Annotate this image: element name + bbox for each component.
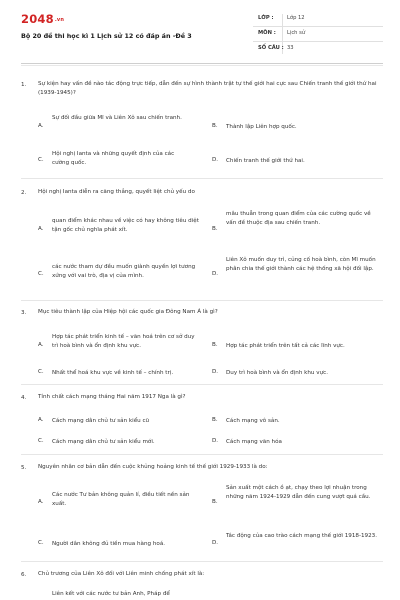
option-text[interactable]: quan điểm khác nhau về việc có hay không tiêu diệt tận gốc chủ nghĩa phát xít. [52,218,199,233]
question-divider [21,178,383,179]
option-text[interactable]: Chiến tranh thế giới thứ hai. [226,158,305,164]
option-letter[interactable]: A. [38,342,44,348]
option-text[interactable]: Sản xuất một cách ồ ạt, chạy theo lợi nhuận trong những năm 1924-1929 dẫn đến cung vượt quá cầu. [226,485,371,500]
question-number: 4. [21,395,27,401]
option-letter[interactable]: C. [38,157,44,163]
option-letter[interactable]: B. [212,123,218,129]
option-letter[interactable]: B. [212,417,218,423]
option-letter[interactable]: C. [38,369,44,375]
option-text[interactable]: Cách mạng dân chủ tư sản kiểu cũ [52,418,150,424]
site-logo[interactable]: 2048.vn [21,12,65,26]
question-number: 2. [21,190,27,196]
option-letter[interactable]: C. [38,271,44,277]
question-number: 5. [21,465,27,471]
option-text[interactable]: Liên kết với các nước tư bản Anh, Pháp để [52,591,170,597]
meta-divider [253,41,383,42]
option-text[interactable]: các nước tham dự đều muốn giành quyền lợi tương xứng với vai trò, địa vị của mình. [52,264,196,279]
option-text[interactable]: Duy trì hoà bình và ổn định khu vực. [226,370,328,376]
option-letter[interactable]: D. [212,369,219,375]
header-divider [21,65,383,66]
meta-value-class: Lớp 12 [287,15,305,21]
option-text[interactable]: Liên Xô muốn duy trì, củng cố hoà bình, còn Mĩ muốn phân chia thế giới thành các hệ thống xã hội đối lập. [226,257,376,272]
meta-label-count: SỐ CÂU : [258,45,284,51]
question-text: Nguyên nhân cơ bản dẫn đến cuộc khủng hoảng kinh tế thế giới 1929-1933 là do: [38,464,268,470]
option-text[interactable]: Cách mạng dân chủ tư sản kiểu mới. [52,439,155,445]
option-letter[interactable]: B. [212,226,218,232]
option-letter[interactable]: A. [38,226,44,232]
meta-value-subject: Lịch sử [287,30,306,36]
option-letter[interactable]: C. [38,438,44,444]
question-text: Hội nghị Ianta diễn ra căng thẳng, quyết liệt chủ yếu do [38,189,195,195]
option-text[interactable]: mâu thuẫn trong quan điểm của các cường quốc về vấn đề thuộc địa sau chiến tranh. [226,211,371,226]
option-letter[interactable]: D. [212,438,219,444]
option-text[interactable]: Hợp tác phát triển trên tất cả các lĩnh vực. [226,343,345,349]
option-letter[interactable]: A. [38,123,44,129]
option-letter[interactable]: A. [38,499,44,505]
question-divider [21,300,383,301]
meta-label-class: LỚP : [258,15,274,21]
option-text[interactable]: Cách mạng văn hóa [226,439,282,445]
option-text[interactable]: Hợp tác phát triển kinh tế – văn hoá trên cơ sở duy trì hoà bình và ổn định khu vực. [52,334,195,349]
option-letter[interactable]: D. [212,540,219,546]
document-title: Bộ 20 đề thi học kì 1 Lịch sử 12 có đáp án -Đề 3 [21,32,192,40]
meta-value-count: 33 [287,45,294,51]
question-number: 6. [21,572,27,578]
question-text: Tính chất cách mạng tháng Hai năm 1917 Nga là gì? [38,394,186,400]
question-text: Chủ trương của Liên Xô đối với Liên minh chống phát xít là: [38,571,205,577]
option-letter[interactable]: B. [212,342,218,348]
option-letter[interactable]: C. [38,540,44,546]
question-divider [21,561,383,562]
meta-label-subject: MÔN : [258,30,276,36]
meta-divider [253,26,383,27]
option-text[interactable]: Hội nghị Ianta và những quyết định của các cường quốc. [52,151,175,166]
question-divider [21,454,383,455]
option-letter[interactable]: B. [212,499,218,505]
question-text: Mục tiêu thành lập của Hiệp hội các quốc gia Đông Nam Á là gì? [38,309,218,315]
question-number: 3. [21,310,27,316]
option-text[interactable]: Người dân không đủ tiền mua hàng hoá. [52,541,166,547]
option-text[interactable]: Nhất thể hoá khu vực về kinh tế – chính trị. [52,370,174,376]
option-letter[interactable]: D. [212,271,219,277]
question-text: Sự kiện hay vấn đề nào tác động trực tiếp, dẫn đến sự hình thành trật tự thế giới hai cực sau Chiến tranh thế giới thứ hai (1939-1945)? [38,81,377,96]
header-divider [21,63,383,64]
question-divider [21,384,383,385]
option-letter[interactable]: A. [38,417,44,423]
option-text[interactable]: Cách mạng vô sản. [226,418,280,424]
document-header [0,0,400,64]
option-text[interactable]: Thành lập Liên hợp quốc. [226,124,297,130]
option-text[interactable]: Tác động của cao trào cách mạng thế giới 1918-1923. [226,533,378,539]
question-number: 1. [21,82,27,88]
option-letter[interactable]: D. [212,157,219,163]
option-text[interactable]: Các nước Tư bản không quản lí, điều tiết nền sản xuất. [52,492,190,507]
option-text[interactable]: Sự đối đầu giữa Mĩ và Liên Xô sau chiến tranh. [52,115,182,121]
